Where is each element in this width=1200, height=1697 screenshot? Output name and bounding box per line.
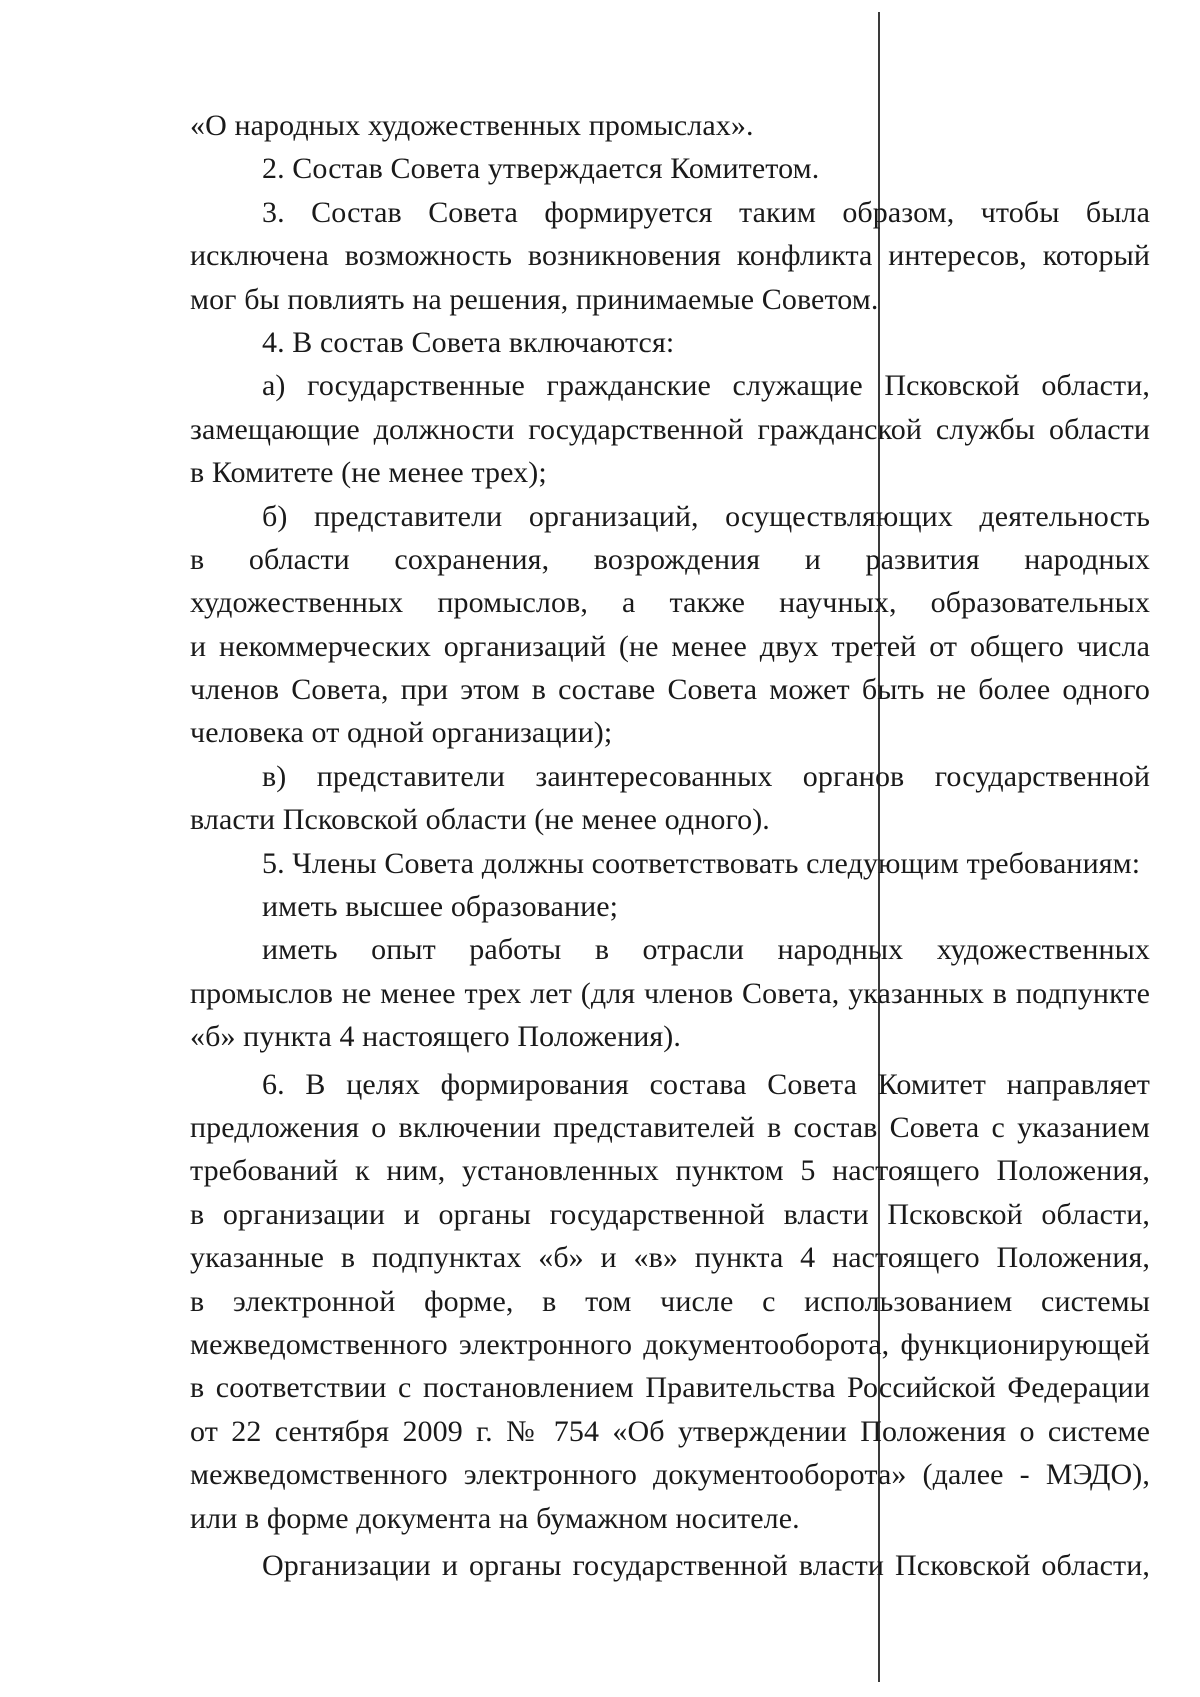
- text-line: 3. Состав Совета формируется таким образом, чтобы была: [262, 195, 1150, 229]
- text-line: в области сохранения, возрождения и развития народных: [190, 542, 1150, 576]
- text-line: или в форме документа на бумажном носителе.: [190, 1501, 800, 1535]
- text-line: указанные в подпунктах «б» и «в» пункта 4 настоящего Положения,: [190, 1241, 1150, 1275]
- text-line: исключена возможность возникновения конфликта интересов, который: [190, 239, 1150, 273]
- text-line: межведомственного электронного документооборота, функционирующей: [190, 1327, 1150, 1361]
- text-line: от 22 сентября 2009 г. № 754 «Об утверждении Положения о системе: [190, 1414, 1150, 1448]
- text-line: человека от одной организации);: [190, 716, 613, 750]
- text-line: власти Псковской области (не менее одного).: [190, 803, 770, 837]
- text-line: художественных промыслов, а также научных, образовательных: [190, 586, 1150, 620]
- text-line: 6. В целях формирования состава Совета Комитет направляет: [262, 1067, 1150, 1101]
- text-line: в соответствии с постановлением Правительства Российской Федерации: [190, 1371, 1150, 1405]
- text-line: 4. В состав Совета включаются:: [262, 325, 675, 359]
- text-line: межведомственного электронного документооборота» (далее - МЭДО),: [190, 1458, 1150, 1492]
- text-line: промыслов не менее трех лет (для членов Совета, указанных в подпункте: [190, 976, 1150, 1010]
- text-line: 2. Состав Совета утверждается Комитетом.: [262, 152, 820, 186]
- text-line: иметь высшее образование;: [262, 890, 619, 924]
- text-line: б) представители организаций, осуществляющих деятельность: [262, 499, 1150, 533]
- text-line: требований к ним, установленных пунктом 5 настоящего Положения,: [190, 1154, 1150, 1188]
- text-line: и некоммерческих организаций (не менее двух третей от общего числа: [190, 629, 1150, 663]
- text-line: предложения о включении представителей в состав Совета с указанием: [190, 1110, 1150, 1144]
- text-line: «О народных художественных промыслах».: [190, 109, 754, 142]
- text-line: замещающие должности государственной гражданской службы области: [190, 412, 1150, 446]
- text-line: иметь опыт работы в отрасли народных художественных: [262, 933, 1150, 967]
- text-line: в электронной форме, в том числе с использованием системы: [190, 1284, 1150, 1318]
- document-body: [190, 104, 1150, 1587]
- text-line: в организации и органы государственной власти Псковской области,: [190, 1197, 1150, 1231]
- text-line: членов Совета, при этом в составе Совета может быть не более одного: [190, 673, 1150, 707]
- text-line: а) государственные гражданские служащие Псковской области,: [262, 369, 1150, 403]
- text-line: 5. Члены Совета должны соответствовать следующим требованиям:: [262, 846, 1141, 880]
- text-line: «б» пункта 4 настоящего Положения).: [190, 1020, 681, 1054]
- text-line: в Комитете (не менее трех);: [190, 456, 547, 490]
- text-line: в) представители заинтересованных органов государственной: [262, 759, 1150, 793]
- text-line: Организации и органы государственной власти Псковской области,: [262, 1548, 1150, 1582]
- text-line: мог бы повлиять на решения, принимаемые Советом.: [190, 282, 879, 316]
